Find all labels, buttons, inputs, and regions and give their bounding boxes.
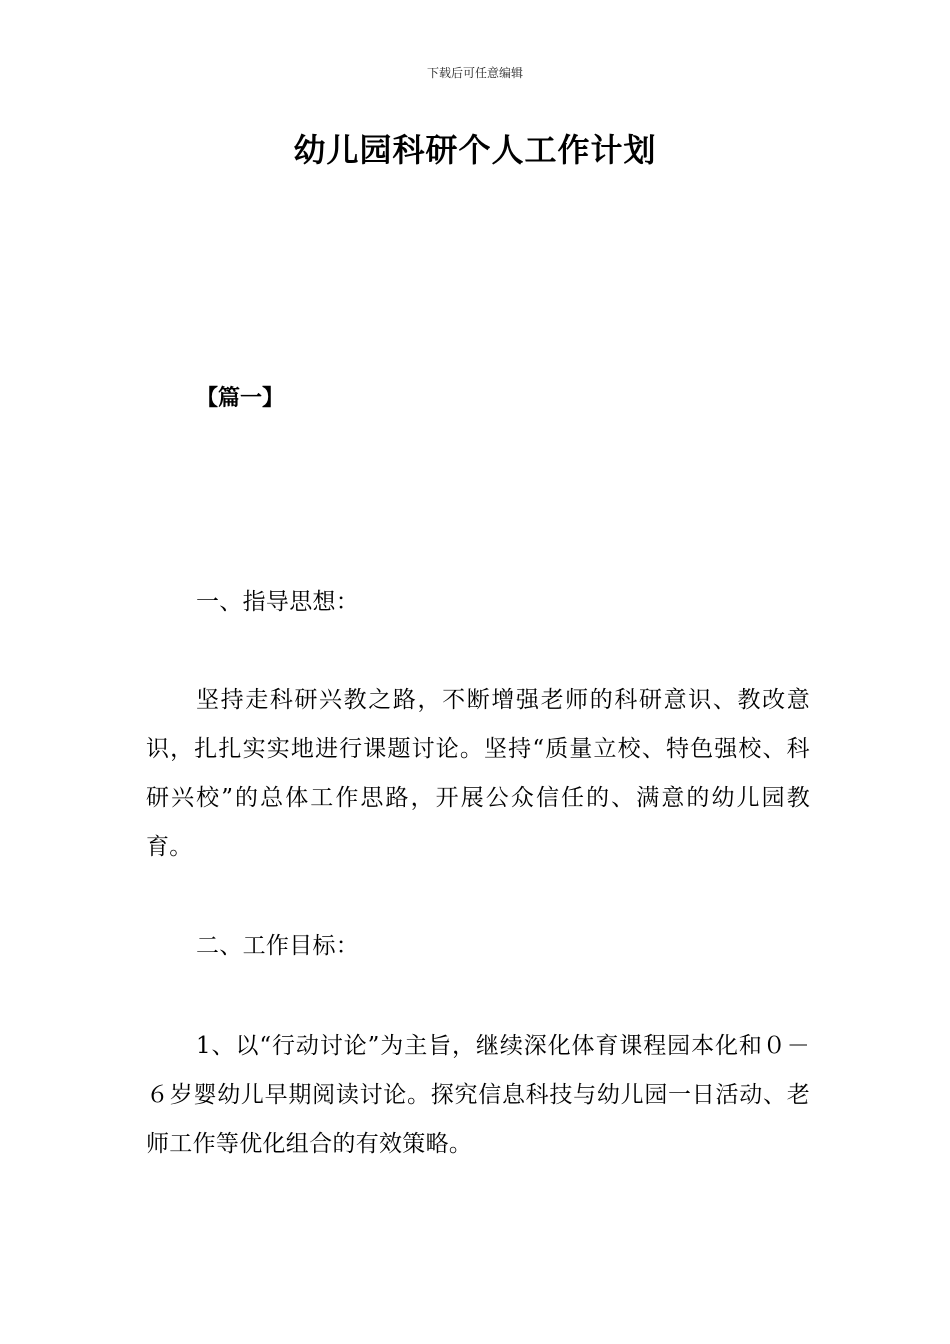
paragraph-work-goals: 1、以“行动讨论”为主旨，继续深化体育课程园本化和０－６岁婴幼儿早期阅读讨论。探究信息科技与幼儿园一日活动、老师工作等优化组合的有效策略。 bbox=[146, 1033, 810, 1157]
document-title: 幼儿园科研个人工作计划 bbox=[293, 131, 657, 169]
section-tag: 【篇一】 bbox=[196, 386, 285, 411]
section-heading-work-goals: 二、工作目标： bbox=[196, 933, 360, 959]
download-note: 下载后可任意编辑 bbox=[426, 66, 523, 80]
section-heading-guiding-ideology: 一、指导思想： bbox=[196, 589, 360, 615]
paragraph-guiding-ideology: 坚持走科研兴教之路，不断增强老师的科研意识、教改意识，扎扎实实地进行课题讨论。坚持“质量立校、特色强校、科研兴校”的总体工作思路，开展公众信任的、满意的幼儿园教育。 bbox=[146, 687, 810, 860]
